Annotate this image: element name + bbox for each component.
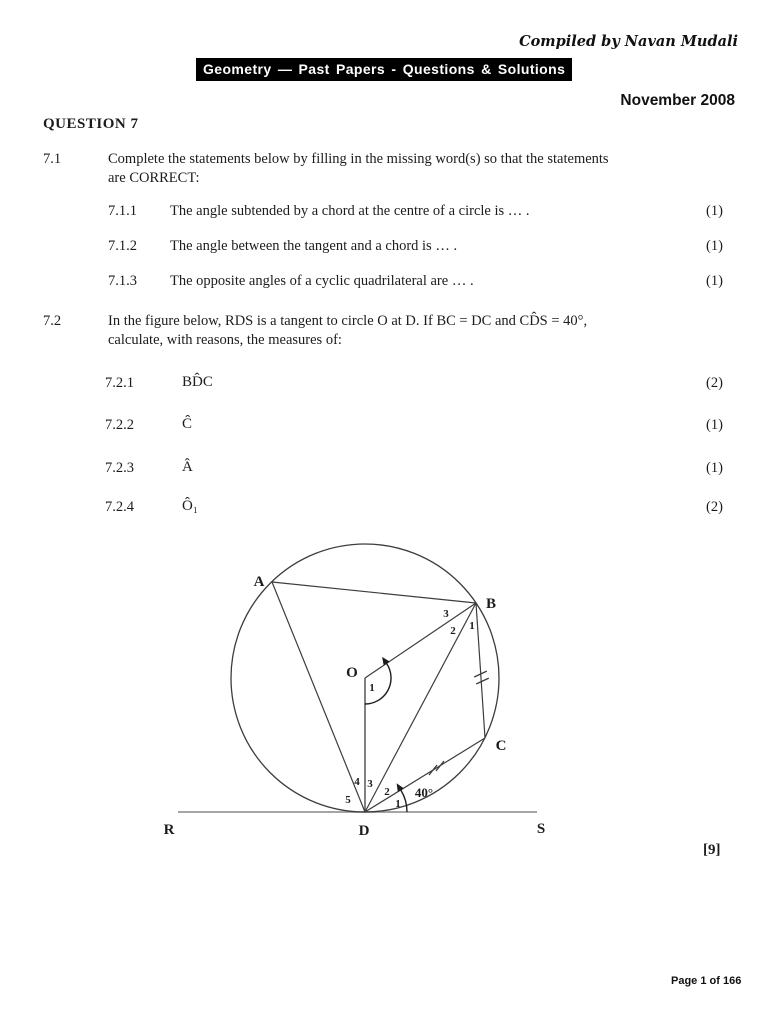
q71-text-line2: are CORRECT: [108,170,200,186]
figure-label-R: R [163,822,175,838]
figure-label-C: C [495,738,507,754]
item-712-text: The angle between the tangent and a chord is … . [170,238,458,254]
paper-date: November 2008 [620,92,735,109]
chord-AD [272,582,365,812]
item-711-number: 7.1.1 [108,203,137,219]
item-713-number: 7.1.3 [108,273,137,289]
item-723-expression: Â [182,459,193,475]
item-722-number: 7.2.2 [105,417,134,433]
item-721-expression: BD̂C [182,374,213,390]
figure-angle-B3: 3 [443,608,449,620]
q71-number: 7.1 [43,151,62,167]
chord-BD [365,603,476,812]
item-712-marks: (1) [706,238,723,254]
figure-label-A: A [253,574,265,590]
figure-angle-D2: 2 [384,786,390,798]
q71-text-line1: Complete the statements below by filling in the missing word(s) so that the statements [108,151,609,167]
geometry-figure [150,528,570,848]
q72-text-line1: In the figure below, RDS is a tangent to circle O at D. If BC = DC and CD̂S = 40°, [108,313,588,329]
item-713-text: The opposite angles of a cyclic quadrilateral are … . [170,273,474,289]
figure-angle-D4: 4 [354,776,360,788]
item-711-text: The angle subtended by a chord at the centre of a circle is … . [170,203,530,219]
question-heading: QUESTION 7 [43,116,139,132]
chord-BC [476,603,485,738]
total-marks: [9] [703,842,721,858]
item-713-marks: (1) [706,273,723,289]
figure-label-O: O [346,665,358,681]
item-721-marks: (2) [706,375,723,391]
page-number: Page 1 of 166 [671,975,742,987]
figure-angle-B2: 2 [450,625,456,637]
chord-CD [365,738,485,812]
radius-OB [365,603,476,678]
item-723-number: 7.2.3 [105,460,134,476]
item-723-marks: (1) [706,460,723,476]
document-title: Geometry — Past Papers - Questions & Solutions [196,58,572,81]
item-724-expression: Ô₁ [182,498,199,514]
compiled-by-credit: Compiled by Navan Mudali [519,33,738,50]
item-722-marks: (1) [706,417,723,433]
item-711-marks: (1) [706,203,723,219]
item-721-number: 7.2.1 [105,375,134,391]
q72-number: 7.2 [43,313,62,329]
q72-text-line2: calculate, with reasons, the measures of: [108,332,342,348]
chord-AB [272,582,476,603]
item-724-number: 7.2.4 [105,499,134,515]
figure-angle-D3: 3 [367,778,373,790]
item-712-number: 7.1.2 [108,238,137,254]
figure-angle-B1: 1 [469,620,475,632]
figure-angle-D5: 5 [345,794,351,806]
angle-arc-D1 [401,790,407,812]
figure-angle-O1: 1 [369,682,375,694]
figure-label-S: S [536,821,546,837]
figure-angle-CDS-value: 40° [414,785,434,800]
figure-label-D: D [358,823,370,839]
item-724-marks: (2) [706,499,723,515]
figure-label-B: B [485,596,497,612]
figure-angle-D1: 1 [395,798,401,810]
item-722-expression: Ĉ [182,416,193,432]
